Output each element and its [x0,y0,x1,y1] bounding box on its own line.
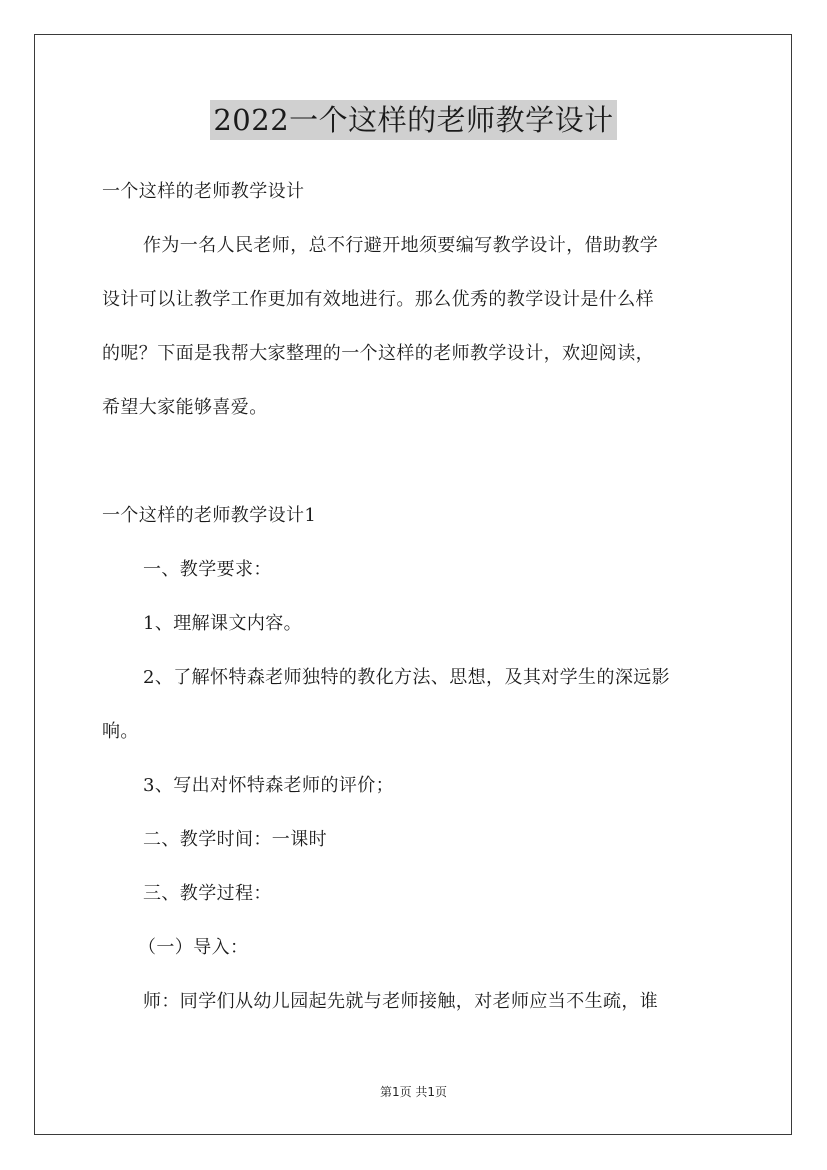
requirements-heading: 一、教学要求： [143,559,272,580]
teacher-line: 师：同学们从幼儿园起先就与老师接触，对老师应当不生疏，谁 [143,991,659,1012]
teaching-time: 二、教学时间：一课时 [143,829,327,850]
page-footer [0,1083,827,1100]
document-title-text: 2022一个这样的老师教学设计 [210,100,616,140]
intro-line-4: 希望大家能够喜爱。 [102,397,268,418]
document-body [102,165,730,1029]
page-number-label: 第1页 共1页 [379,1085,448,1099]
requirement-2-line-2: 响。 [102,721,139,742]
intro-line-2: 设计可以让教学工作更加有效地进行。那么优秀的教学设计是什么样 [102,289,654,310]
requirement-1: 1、理解课文内容。 [143,613,303,634]
requirement-2-line-1: 2、了解怀特森老师独特的教化方法、思想，及其对学生的深远影 [143,667,671,688]
requirement-3: 3、写出对怀特森老师的评价； [143,775,395,796]
document-subtitle: 一个这样的老师教学设计 [102,181,305,202]
intro-line-3: 的呢？下面是我帮大家整理的一个这样的老师教学设计，欢迎阅读， [102,343,654,364]
intro-step: （一）导入： [138,937,249,958]
document-title [0,100,827,140]
intro-line-1: 作为一名人民老师，总不行避开地须要编写教学设计，借助教学 [143,235,659,256]
process-heading: 三、教学过程： [143,883,272,904]
section-heading: 一个这样的老师教学设计1 [102,505,317,526]
paragraph-gap [102,435,730,489]
